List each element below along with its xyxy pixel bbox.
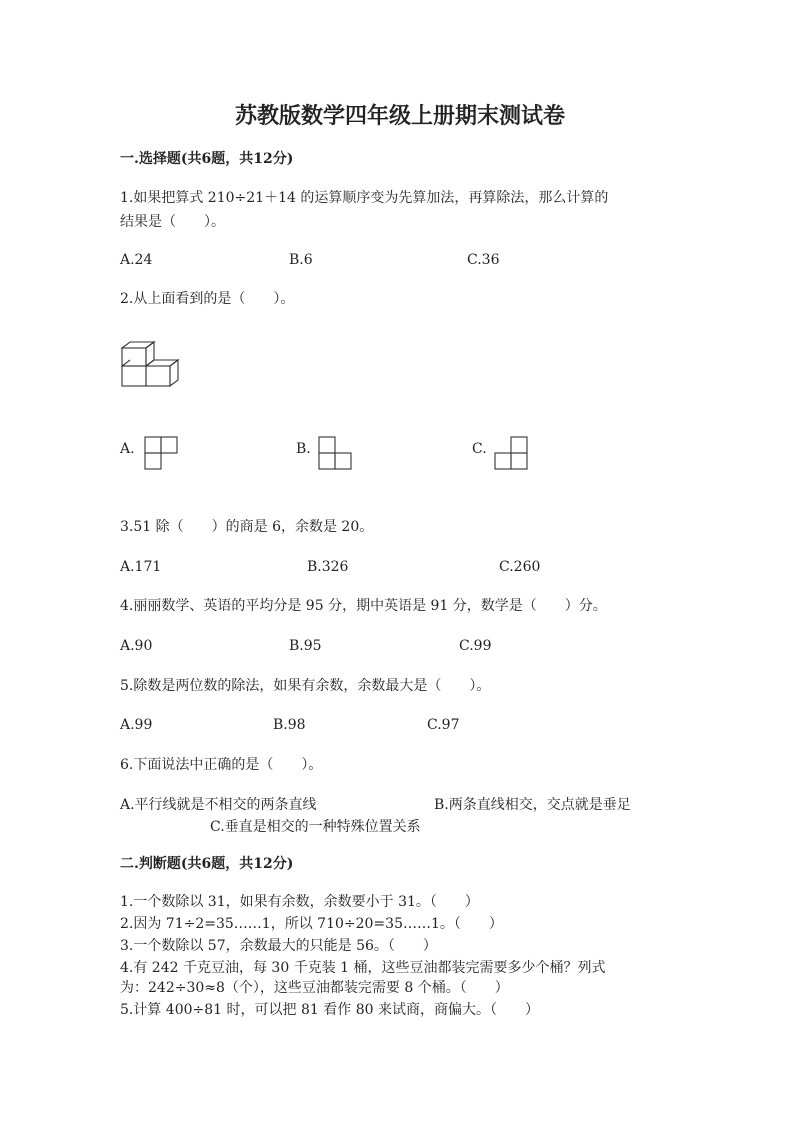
judgement-item-5: 5.计算 400÷81 时，可以把 81 看作 80 来试商，商偏大。（ ） — [120, 1002, 539, 1018]
question-1-option-c[interactable]: C.36 — [467, 252, 500, 268]
question-2-option-a[interactable]: A. — [120, 441, 135, 457]
top-view-figure-b — [318, 436, 352, 470]
question-5-option-b[interactable]: B.98 — [273, 717, 306, 733]
question-3-option-a[interactable]: A.171 — [120, 559, 162, 575]
question-1-option-a[interactable]: A.24 — [120, 252, 153, 268]
question-6-option-a[interactable]: A.平行线就是不相交的两条直线 — [120, 797, 317, 813]
judgement-item-3: 3.一个数除以 57，余数最大的只能是 56。（ ） — [120, 938, 437, 954]
question-2-option-b[interactable]: B. — [296, 441, 311, 457]
section-heading-judgement: 二.判断题(共6题，共12分) — [120, 856, 294, 872]
page-title: 苏教版数学四年级上册期末测试卷 — [234, 103, 565, 129]
question-5-option-a[interactable]: A.99 — [120, 717, 153, 733]
question-6-text: 6.下面说法中正确的是（ ）。 — [120, 757, 323, 773]
question-2-option-c[interactable]: C. — [472, 441, 487, 457]
question-6-option-b[interactable]: B.两条直线相交，交点就是垂足 — [434, 797, 631, 813]
question-3-option-b[interactable]: B.326 — [307, 559, 349, 575]
question-1-line-2: 结果是（ ）。 — [120, 214, 225, 230]
judgement-item-4-line-1: 4.有 242 千克豆油，每 30 千克装 1 桶，这些豆油都装完需要多少个桶？列式 — [120, 960, 606, 976]
judgement-item-1: 1.一个数除以 31，如果有余数，余数要小于 31。（ ） — [120, 894, 479, 910]
section-heading-choice: 一.选择题(共6题，共12分) — [120, 151, 294, 167]
question-4-text: 4.丽丽数学、英语的平均分是 95 分，期中英语是 91 分，数学是（ ）分。 — [120, 598, 607, 614]
question-6-option-c[interactable]: C.垂直是相交的一种特殊位置关系 — [210, 819, 421, 835]
question-3-option-c[interactable]: C.260 — [499, 559, 541, 575]
judgement-item-2: 2.因为 71÷2=35……1，所以 710÷20=35……1。（ ） — [120, 916, 503, 932]
question-4-option-c[interactable]: C.99 — [459, 638, 492, 654]
cube-stack-figure — [120, 340, 182, 388]
question-3-text: 3.51 除（ ）的商是 6，余数是 20。 — [120, 519, 374, 535]
question-5-option-c[interactable]: C.97 — [427, 717, 460, 733]
judgement-item-4-line-2: 为：242÷30≈8（个），这些豆油都装完需要 8 个桶。（ ） — [120, 980, 509, 996]
question-4-option-a[interactable]: A.90 — [120, 638, 153, 654]
top-view-figure-a — [144, 436, 178, 470]
question-5-text: 5.除数是两位数的除法，如果有余数，余数最大是（ ）。 — [120, 678, 491, 694]
top-view-figure-c — [494, 436, 528, 470]
question-4-option-b[interactable]: B.95 — [289, 638, 322, 654]
question-1-option-b[interactable]: B.6 — [289, 252, 313, 268]
question-1-line-1: 1.如果把算式 210÷21＋14 的运算顺序变为先算加法，再算除法，那么计算的 — [120, 190, 609, 206]
question-2-text: 2.从上面看到的是（ ）。 — [120, 291, 295, 307]
